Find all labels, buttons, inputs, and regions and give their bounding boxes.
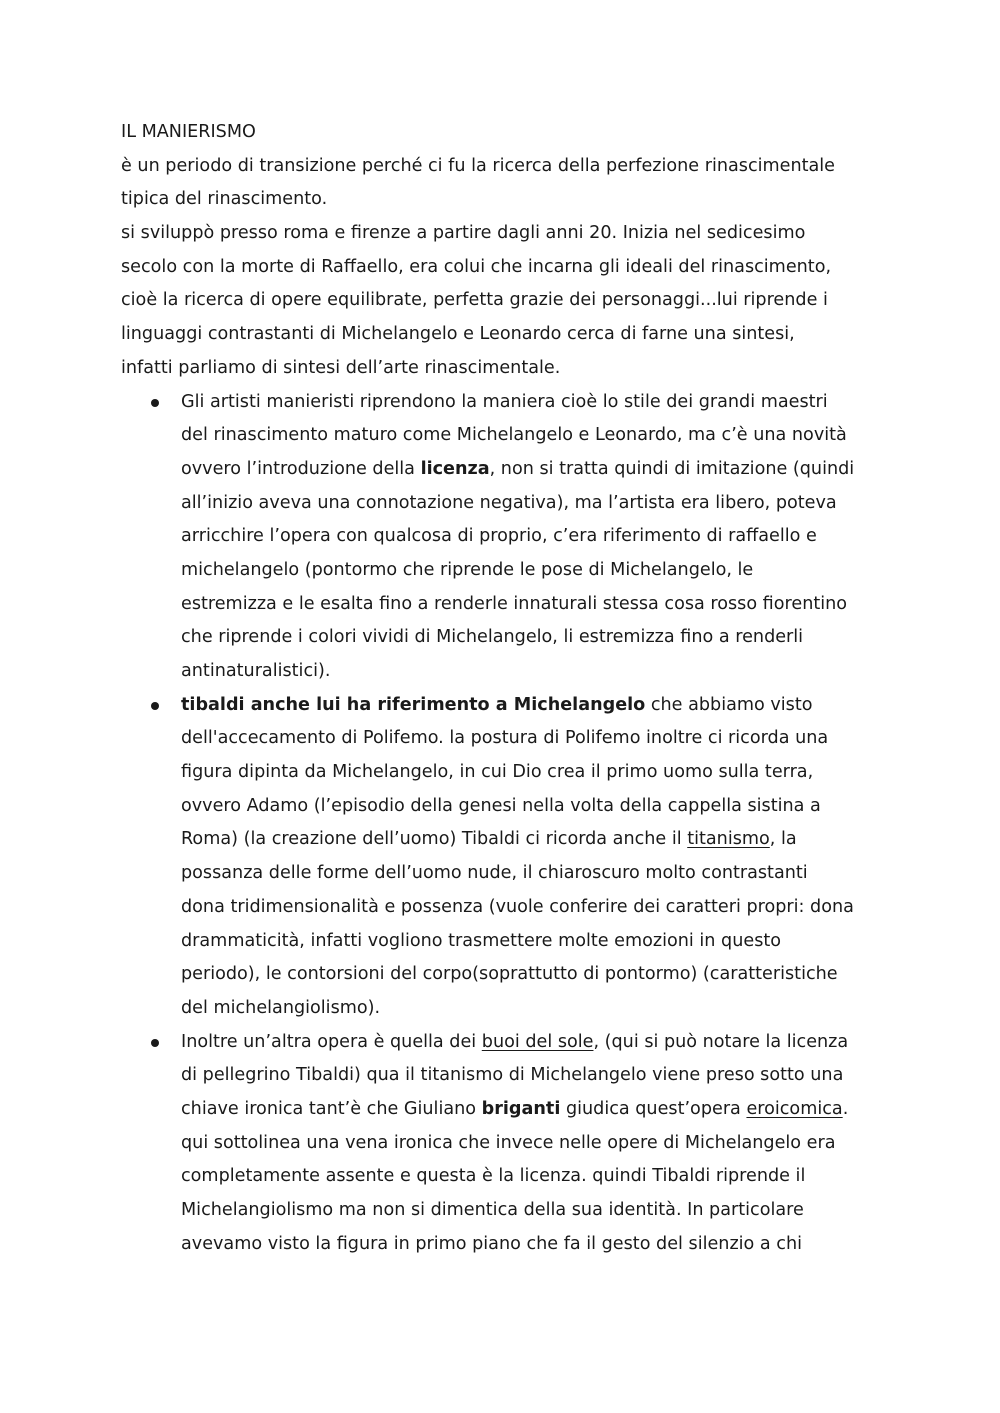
bullet-line xyxy=(181,1093,891,1127)
intro-line: cioè la ricerca di opere equilibrate, perfetta grazie dei personaggi...lui riprende i xyxy=(121,290,828,311)
bullet-line: figura dipinta da Michelangelo, in cui Dio crea il primo uomo sulla terra, xyxy=(181,762,814,783)
bullet-line: del rinascimento maturo come Michelangelo e Leonardo, ma c’è una novità xyxy=(181,425,847,446)
bullet-item-buoi-del-sole xyxy=(121,1026,891,1262)
bullet-line: antinaturalistici). xyxy=(181,661,331,681)
bullet-icon xyxy=(149,689,161,723)
bullet-line xyxy=(181,689,891,723)
bullet-line xyxy=(181,453,891,487)
text-run: ovvero l’introduzione della xyxy=(181,458,421,479)
bullet-list xyxy=(121,386,891,1262)
intro-line: infatti parliamo di sintesi dell’arte rinascimentale. xyxy=(121,357,561,378)
underlined-term-eroicomica: eroicomica xyxy=(746,1098,843,1119)
text-run: giudica quest’opera xyxy=(560,1098,747,1119)
intro-line: linguaggi contrastanti di Michelangelo e Leonardo cerca di farne una sintesi, xyxy=(121,324,795,345)
text-run: che abbiamo visto xyxy=(645,694,813,715)
text-run: Inoltre un’altra opera è quella dei xyxy=(181,1031,482,1052)
bullet-line: arricchire l’opera con qualcosa di proprio, c’era riferimento di raffaello e xyxy=(181,526,817,547)
bullet-line: completamente assente e questa è la licenza. quindi Tibaldi riprende il xyxy=(181,1166,806,1187)
bullet-line: possanza delle forme dell’uomo nude, il chiaroscuro molto contrastanti xyxy=(181,863,808,884)
intro-line: è un periodo di transizione perché ci fu la ricerca della perfezione rinascimentale xyxy=(121,155,836,176)
intro-line: secolo con la morte di Raffaello, era colui che incarna gli ideali del rinascimento, xyxy=(121,256,832,277)
bullet-line: di pellegrino Tibaldi) qua il titanismo di Michelangelo viene preso sotto una xyxy=(181,1065,844,1086)
document-title: IL MANIERISMO xyxy=(121,122,256,142)
bullet-line xyxy=(181,823,891,857)
underlined-term-titanismo: titanismo xyxy=(687,829,770,850)
text-run: , (qui si può notare la licenza xyxy=(593,1031,849,1052)
bullet-line: che riprende i colori vividi di Michelangelo, li estremizza fino a renderli xyxy=(181,627,804,648)
bold-term-licenza: licenza xyxy=(420,458,490,479)
bullet-line: Gli artisti manieristi riprendono la maniera cioè lo stile dei grandi maestri xyxy=(181,391,828,412)
intro-line: si sviluppò presso roma e firenze a partire dagli anni 20. Inizia nel sedicesimo xyxy=(121,223,806,244)
bullet-icon xyxy=(149,386,161,420)
bullet-line: dona tridimensionalità e possenza (vuole conferire dei caratteri propri: dona xyxy=(181,896,854,917)
bullet-line: Michelangiolismo ma non si dimentica della sua identità. In particolare xyxy=(181,1200,804,1220)
intro-line: tipica del rinascimento. xyxy=(121,189,328,210)
bullet-line: qui sottolinea una vena ironica che invece nelle opere di Michelangelo era xyxy=(181,1132,836,1153)
bold-term-tibaldi: tibaldi anche lui ha riferimento a Michelangelo xyxy=(181,694,646,715)
bullet-line: avevamo visto la figura in primo piano che fa il gesto del silenzio a chi xyxy=(181,1233,803,1254)
bullet-line: dell'accecamento di Polifemo. la postura di Polifemo inoltre ci ricorda una xyxy=(181,728,829,749)
bullet-line: ovvero Adamo (l’episodio della genesi nella volta della cappella sistina a xyxy=(181,795,821,816)
bullet-item-licenza xyxy=(121,386,891,689)
text-run: . xyxy=(842,1098,849,1119)
text-run: Roma) (la creazione dell’uomo) Tibaldi ci ricorda anche il xyxy=(181,829,688,850)
bullet-line: all’inizio aveva una connotazione negativa), ma l’artista era libero, poteva xyxy=(181,492,837,513)
bullet-line: del michelangiolismo). xyxy=(181,997,381,1018)
bullet-line: michelangelo (pontormo che riprende le pose di Michelangelo, le xyxy=(181,559,754,580)
intro-paragraph xyxy=(121,150,891,386)
bullet-line xyxy=(181,1026,891,1060)
bullet-line: estremizza e le esalta fino a renderle innaturali stessa cosa rosso fiorentino xyxy=(181,593,848,614)
text-run: , non si tratta quindi di imitazione (quindi xyxy=(489,458,855,479)
bullet-icon xyxy=(149,1026,161,1060)
underlined-term-buoi-del-sole: buoi del sole xyxy=(481,1031,594,1052)
bullet-line: periodo), le contorsioni del corpo(soprattutto di pontormo) (caratteristiche xyxy=(181,964,838,985)
bold-term-briganti: briganti xyxy=(481,1098,561,1119)
text-run: chiave ironica tant’è che Giuliano xyxy=(181,1098,482,1119)
document-body xyxy=(121,116,891,1261)
bullet-item-tibaldi xyxy=(121,689,891,1026)
text-run: , la xyxy=(769,829,797,850)
bullet-line: drammaticità, infatti vogliono trasmettere molte emozioni in questo xyxy=(181,930,782,951)
